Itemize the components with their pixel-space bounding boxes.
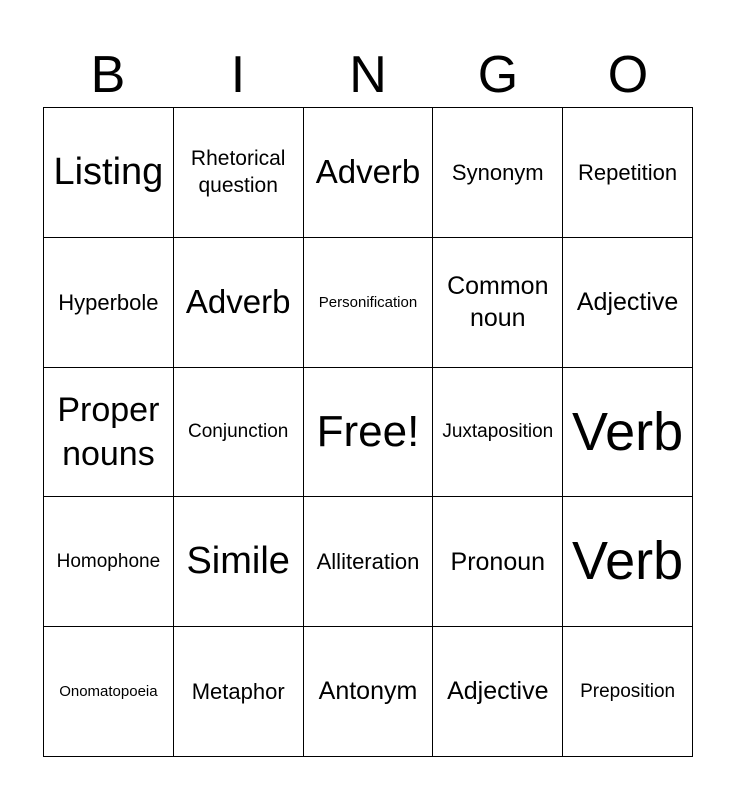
bingo-cell[interactable]: Adverb — [174, 238, 304, 368]
header-letter-n: N — [349, 46, 387, 104]
bingo-cell[interactable]: Common noun — [433, 238, 563, 368]
header-letter-o: O — [607, 46, 649, 104]
bingo-cell[interactable]: Juxtaposition — [433, 368, 563, 498]
free-space[interactable]: Free! — [304, 368, 434, 498]
bingo-cell[interactable]: Simile — [174, 497, 304, 627]
bingo-cell[interactable]: Verb — [563, 497, 693, 627]
bingo-cell[interactable]: Repetition — [563, 108, 693, 238]
header-letter-i: I — [230, 46, 246, 104]
bingo-cell[interactable]: Homophone — [44, 497, 174, 627]
bingo-cell[interactable]: Adverb — [304, 108, 434, 238]
bingo-cell[interactable]: Preposition — [563, 627, 693, 757]
bingo-cell[interactable]: Adjective — [433, 627, 563, 757]
bingo-cell[interactable]: Metaphor — [174, 627, 304, 757]
bingo-cell[interactable]: Antonym — [304, 627, 434, 757]
bingo-header — [43, 44, 693, 106]
bingo-cell[interactable]: Verb — [563, 368, 693, 498]
bingo-cell[interactable]: Conjunction — [174, 368, 304, 498]
header-letter-g: G — [477, 46, 519, 104]
bingo-cell[interactable]: Personification — [304, 238, 434, 368]
bingo-cell[interactable]: Adjective — [563, 238, 693, 368]
bingo-cell[interactable]: Pronoun — [433, 497, 563, 627]
bingo-cell[interactable]: Synonym — [433, 108, 563, 238]
bingo-cell[interactable]: Proper nouns — [44, 368, 174, 498]
bingo-cell[interactable]: Onomatopoeia — [44, 627, 174, 757]
bingo-cell[interactable]: Alliteration — [304, 497, 434, 627]
header-letter-b: B — [90, 46, 126, 104]
bingo-cell[interactable]: Listing — [44, 108, 174, 238]
bingo-cell[interactable]: Hyperbole — [44, 238, 174, 368]
bingo-cell[interactable]: Rhetorical question — [174, 108, 304, 238]
bingo-board — [43, 107, 693, 757]
